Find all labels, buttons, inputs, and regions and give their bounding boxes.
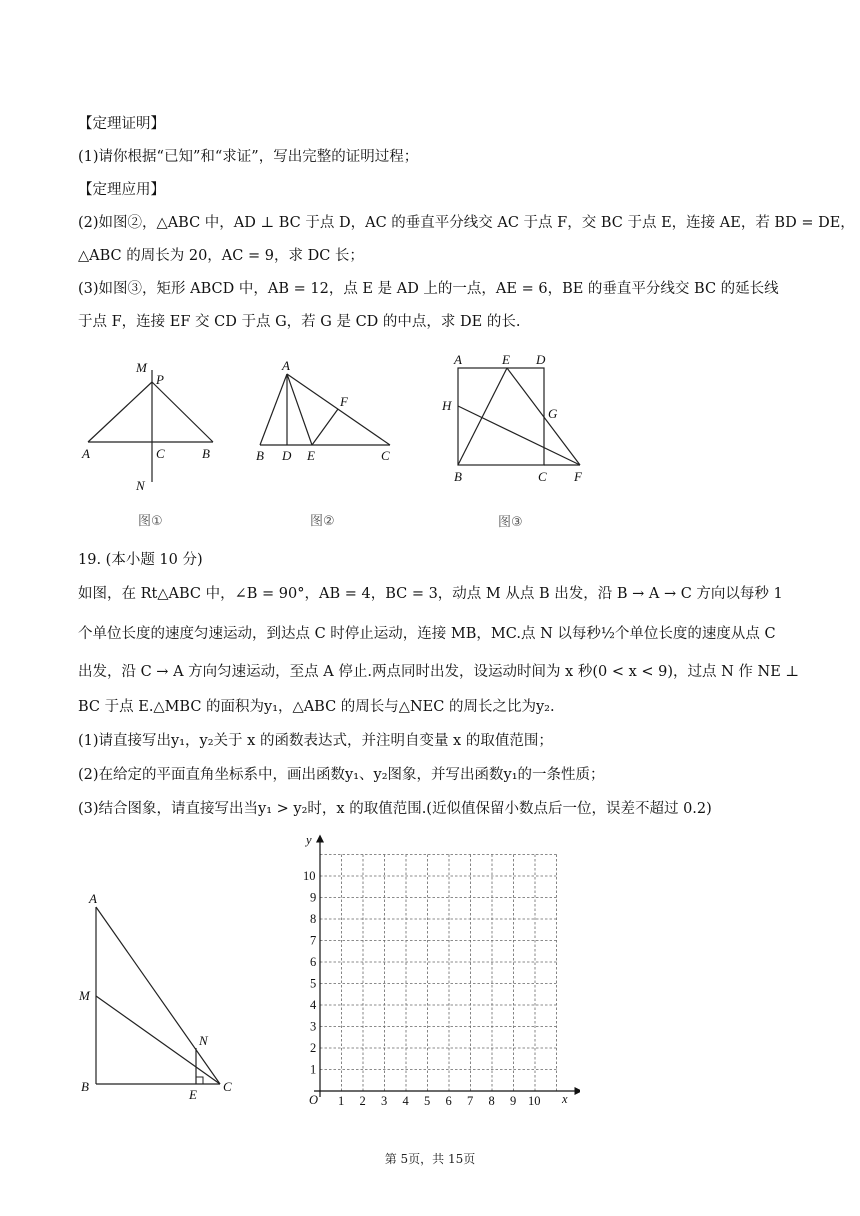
fig1-label-b: B bbox=[202, 446, 210, 461]
y-tick-label: 7 bbox=[310, 933, 317, 948]
fig2-caption: 图② bbox=[310, 514, 335, 529]
heading-theorem-application: 【定理应用】 bbox=[78, 182, 165, 198]
fig1-label-m: M bbox=[136, 360, 147, 375]
problem-19-part-1: (1)请直接写出y₁，y₂关于 x 的函数表达式，并注明自变量 x 的取值范围； bbox=[78, 733, 553, 749]
fig3-segment-hf bbox=[458, 406, 580, 465]
y-axis-arrow bbox=[316, 835, 324, 843]
figure-2 bbox=[250, 352, 400, 537]
origin-label: O bbox=[309, 1093, 319, 1107]
fig3-caption: 图③ bbox=[498, 515, 523, 530]
fig1-label-a: A bbox=[82, 446, 90, 461]
x-tick-label: 8 bbox=[488, 1094, 495, 1108]
fig2-label-a: A bbox=[282, 358, 290, 373]
fig2-segment-ac bbox=[287, 374, 390, 445]
right-triangle-figure bbox=[75, 885, 245, 1110]
x-tick-label: 4 bbox=[402, 1094, 409, 1108]
fig2-segment-ab bbox=[260, 374, 287, 445]
y-tick-label: 9 bbox=[310, 890, 317, 905]
tri-label-n: N bbox=[199, 1033, 208, 1048]
fig3-label-a: A bbox=[454, 352, 462, 367]
coordinate-grid bbox=[290, 826, 580, 1116]
problem-19-heading: 19. (本小题 10 分) bbox=[78, 552, 203, 568]
x-axis-arrow bbox=[575, 1087, 581, 1095]
fig1-label-p: P bbox=[156, 372, 164, 387]
fig2-label-f: F bbox=[340, 394, 348, 409]
problem-19-part-2: (2)在给定的平面直角坐标系中，画出函数y₁、y₂图象，并写出函数y₁的一条性质； bbox=[78, 767, 605, 783]
question-part-2: (2)如图②，△ABC 中，AD ⊥ BC 于点 D，AC 的垂直平分线交 AC 于点 F，交 BC 于点 E，连接 AE，若 BD = DE， bbox=[78, 215, 855, 231]
fig2-label-c: C bbox=[381, 448, 390, 463]
page-footer: 第 5页，共 15页 bbox=[384, 1152, 476, 1166]
fig3-segment-be bbox=[458, 368, 507, 465]
y-axis-label: y bbox=[306, 833, 312, 847]
fig1-segment-pb bbox=[152, 382, 213, 442]
tri-label-a: A bbox=[89, 891, 97, 906]
fig2-segment-ae bbox=[287, 374, 312, 445]
fig1-label-n: N bbox=[136, 478, 145, 493]
x-tick-label: 1 bbox=[338, 1094, 345, 1108]
fig2-segment-ef bbox=[312, 409, 338, 445]
y-tick-label: 8 bbox=[310, 912, 317, 926]
tri-label-b: B bbox=[81, 1079, 89, 1094]
question-part-1: (1)请你根据“已知”和“求证”，写出完整的证明过程； bbox=[78, 149, 419, 165]
question-part-2-cont: △ABC 的周长为 20，AC = 9，求 DC 长； bbox=[78, 248, 364, 264]
x-tick-label: 6 bbox=[445, 1094, 452, 1108]
right-angle-mark bbox=[196, 1077, 203, 1084]
problem-19-part-3: (3)结合图象，请直接写出当y₁ > y₂时，x 的取值范围.(近似值保留小数点后一位，误差不超过 0.2) bbox=[78, 801, 712, 817]
x-tick-label: 2 bbox=[359, 1094, 366, 1108]
y-tick-label: 6 bbox=[310, 955, 317, 969]
tick-labels bbox=[303, 869, 541, 1108]
heading-theorem-proof: 【定理证明】 bbox=[78, 116, 165, 132]
fig3-rectangle-abcd bbox=[458, 368, 544, 465]
fig3-label-h: H bbox=[442, 398, 452, 413]
question-part-3: (3)如图③，矩形 ABCD 中，AB = 12，点 E 是 AD 上的一点，AE = 6，BE 的垂直平分线交 BC 的延长线 bbox=[78, 281, 779, 297]
fig3-label-f: F bbox=[574, 469, 582, 484]
figure-1 bbox=[78, 352, 228, 537]
x-tick-label: 10 bbox=[528, 1094, 541, 1108]
problem-19-line-4: BC 于点 E.△MBC 的面积为y₁，△ABC 的周长与△NEC 的周长之比为y₂. bbox=[78, 699, 555, 715]
y-tick-label: 2 bbox=[310, 1041, 317, 1055]
problem-19-line-2: 个单位长度的速度匀速运动，到达点 C 时停止运动，连接 MB，MC.点 N 以每秒½个单位长度的速度从点 C bbox=[78, 626, 776, 642]
grid-lines bbox=[320, 855, 557, 1092]
y-tick-label: 10 bbox=[303, 869, 316, 883]
x-tick-label: 5 bbox=[424, 1094, 431, 1108]
y-tick-label: 5 bbox=[310, 976, 317, 991]
problem-19-line-1: 如图，在 Rt△ABC 中，∠B = 90°，AB = 4，BC = 3，动点 M 从点 B 出发，沿 B → A → C 方向以每秒 1 bbox=[78, 586, 783, 602]
axes bbox=[314, 835, 580, 1098]
fig2-label-e: E bbox=[307, 448, 315, 463]
question-part-3-cont: 于点 F，连接 EF 交 CD 于点 G，若 G 是 CD 的中点，求 DE 的长. bbox=[78, 314, 521, 330]
fig3-label-d: D bbox=[536, 352, 546, 367]
x-tick-label: 3 bbox=[381, 1094, 388, 1108]
segment-ac bbox=[96, 907, 220, 1084]
fig3-label-e: E bbox=[502, 352, 510, 367]
x-axis-label: x bbox=[562, 1092, 568, 1106]
fig3-label-c: C bbox=[538, 469, 547, 484]
figure-3 bbox=[438, 348, 598, 538]
tri-label-c: C bbox=[223, 1079, 232, 1094]
fig3-label-b: B bbox=[454, 469, 462, 484]
problem-19-line-3: 出发，沿 C → A 方向匀速运动，至点 A 停止.两点同时出发，设运动时间为 x 秒(0 < x < 9)，过点 N 作 NE ⊥ bbox=[78, 664, 800, 680]
fig3-label-g: G bbox=[548, 406, 558, 421]
x-tick-label: 7 bbox=[467, 1094, 474, 1108]
tri-label-m: M bbox=[79, 988, 90, 1003]
fig1-label-c: C bbox=[156, 446, 165, 461]
y-tick-label: 1 bbox=[310, 1062, 317, 1077]
x-tick-label: 9 bbox=[510, 1094, 517, 1108]
tri-label-e: E bbox=[189, 1087, 197, 1102]
y-tick-label: 3 bbox=[310, 1019, 317, 1034]
fig2-label-d: D bbox=[282, 448, 292, 463]
fig1-segment-pa bbox=[88, 382, 152, 442]
fig1-caption: 图① bbox=[138, 514, 163, 529]
fig2-label-b: B bbox=[256, 448, 264, 463]
y-tick-label: 4 bbox=[310, 998, 317, 1012]
